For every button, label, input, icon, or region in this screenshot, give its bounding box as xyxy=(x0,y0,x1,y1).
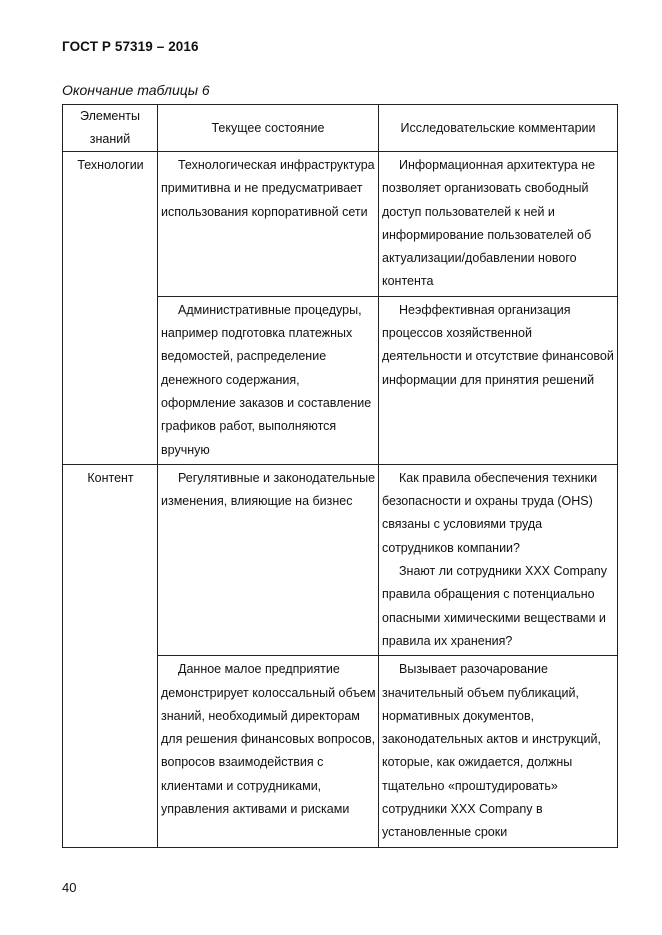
state-cell xyxy=(158,464,379,655)
knowledge-table xyxy=(62,104,618,848)
comment-cell xyxy=(379,296,618,464)
column-header-research-comments: Исследовательские комментарии xyxy=(379,105,618,152)
table-caption: Окончание таблицы 6 xyxy=(62,82,210,98)
comment-paragraph: Неэффективная организация процессов хозяйственной деятельности и отсутствие финансовой информации для принятия решений xyxy=(382,302,614,387)
comment-paragraph: Как правила обеспечения техники безопасности и охраны труда (OHS) связаны с условиями труда сотрудников компании? xyxy=(382,470,598,555)
state-paragraph: Административные процедуры, например подготовка платежных ведомостей, распределение денежного содержания, оформление заказов и составление графиков работ, выполняются вручную xyxy=(161,302,372,457)
table-row xyxy=(63,152,618,297)
document-header: ГОСТ Р 57319 – 2016 xyxy=(62,39,199,54)
table-row xyxy=(63,464,618,655)
comment-paragraph: Информационная архитектура не позволяет организовать свободный доступ пользователей к ней и информирование пользователей об актуализации/добавлении нового контента xyxy=(382,158,596,289)
comment-cell xyxy=(379,464,618,655)
state-paragraph: Технологическая инфраструктура примитивна и не предусматривает использования корпоративной сети xyxy=(161,158,375,219)
column-header-elements: Элементы знаний xyxy=(63,105,158,152)
state-paragraph: Регулятивные и законодательные изменения, влияющие на бизнес xyxy=(161,470,376,509)
comment-cell xyxy=(379,152,618,297)
comment-paragraph: Знают ли сотрудники XXX Company правила обращения с потенциально опасными химическими веществами и правила их хранения? xyxy=(382,564,607,648)
table-header-row xyxy=(63,105,618,152)
page-number: 40 xyxy=(62,880,77,895)
state-cell xyxy=(158,152,379,297)
column-header-current-state: Текущее состояние xyxy=(158,105,379,152)
comment-cell xyxy=(379,656,618,847)
state-paragraph: Данное малое предприятие демонстрирует колоссальный объем знаний, необходимый директорам для решения финансовых вопросов, вопросов взаимодействия с клиентами и сотрудниками, управления активами и рисками xyxy=(161,662,376,817)
state-cell xyxy=(158,656,379,847)
comment-paragraph: Вызывает разочарование значительный объем публикаций, нормативных документов, законодательных актов и инструкций, которые, как ожидается, должны тщательно «проштудировать» сотрудники XXX Company в установленные сроки xyxy=(382,662,601,840)
state-cell xyxy=(158,296,379,464)
element-cell-technologies: Технологии xyxy=(63,152,158,465)
element-cell-content: Контент xyxy=(63,464,158,847)
